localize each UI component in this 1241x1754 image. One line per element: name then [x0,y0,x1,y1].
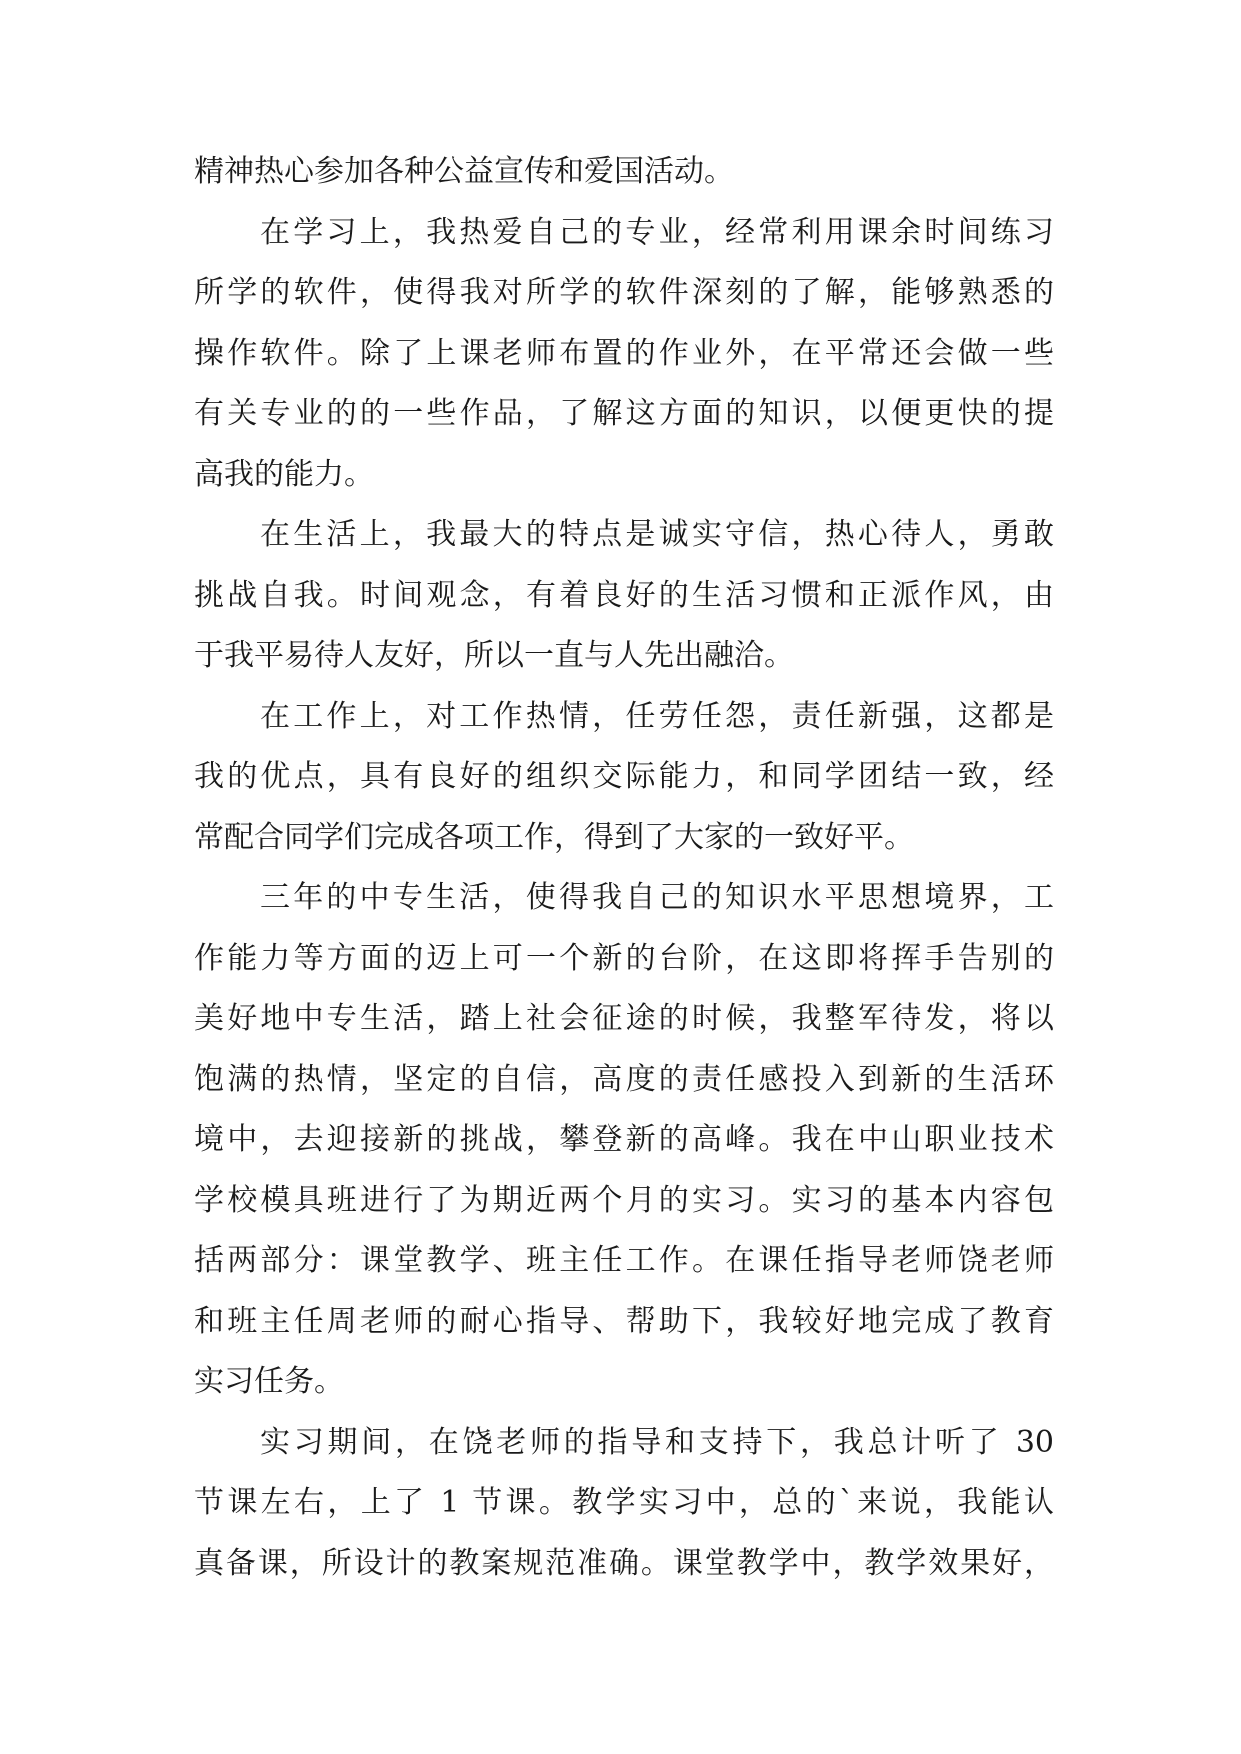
paragraph-start-line: 在生活上，我最大的特点是诚实守信，热心待人，勇敢 [260,517,1054,552]
text-line: 挑战自我。时间观念，有着良好的生活习惯和正派作风，由 [194,577,1054,613]
text-line: 有关专业的的一些作品，了解这方面的知识，以便更快的提 [194,396,1054,431]
text-line: 美好地中专生活，踏上社会征途的时候，我整军待发，将以 [194,1001,1054,1036]
text-line: 于我平易待人友好，所以一直与人先出融洽。 [194,638,794,673]
text-line: 括两部分：课堂教学、班主任工作。在课任指导老师饶老师 [194,1243,1054,1278]
text-line: 作能力等方面的迈上可一个新的台阶，在这即将挥手告别的 [194,940,1054,976]
text-line: 常配合同学们完成各项工作，得到了大家的一致好平。 [194,819,914,855]
text-line: 学校模具班进行了为期近两个月的实习。实习的基本内容包 [194,1182,1054,1218]
text-line: 我的优点，具有良好的组织交际能力，和同学团结一致，经 [194,759,1054,794]
text-line: 饱满的热情，坚定的自信，高度的责任感投入到新的生活环 [194,1061,1054,1097]
body-text [194,152,1054,1604]
paragraph-start-line: 在学习上，我热爱自己的专业，经常利用课余时间练习 [260,214,1054,250]
text-line: 节课左右，上了 1 节课。教学实习中，总的`来说，我能认 [194,1485,1054,1520]
text-line: 和班主任周老师的耐心指导、帮助下，我较好地完成了教育 [194,1303,1054,1339]
paragraph-start-line: 三年的中专生活，使得我自己的知识水平思想境界，工 [260,880,1054,915]
paragraph-start-line: 在工作上，对工作热情，任劳任怨，责任新强，这都是 [260,698,1054,734]
text-line: 实习任务。 [194,1364,344,1399]
text-line: 所学的软件，使得我对所学的软件深刻的了解，能够熟悉的 [194,275,1054,310]
paragraph-start-line: 实习期间，在饶老师的指导和支持下，我总计听了 30 [260,1424,1054,1460]
text-line: 操作软件。除了上课老师布置的作业外，在平常还会做一些 [194,335,1054,371]
text-line: 境中，去迎接新的挑战，攀登新的高峰。我在中山职业技术 [194,1122,1054,1157]
text-line: 真备课，所设计的教案规范准确。课堂教学中，教学效果好， [194,1545,1054,1581]
text-line: 高我的能力。 [194,456,374,492]
text-line: 精神热心参加各种公益宣传和爱国活动。 [194,154,734,189]
